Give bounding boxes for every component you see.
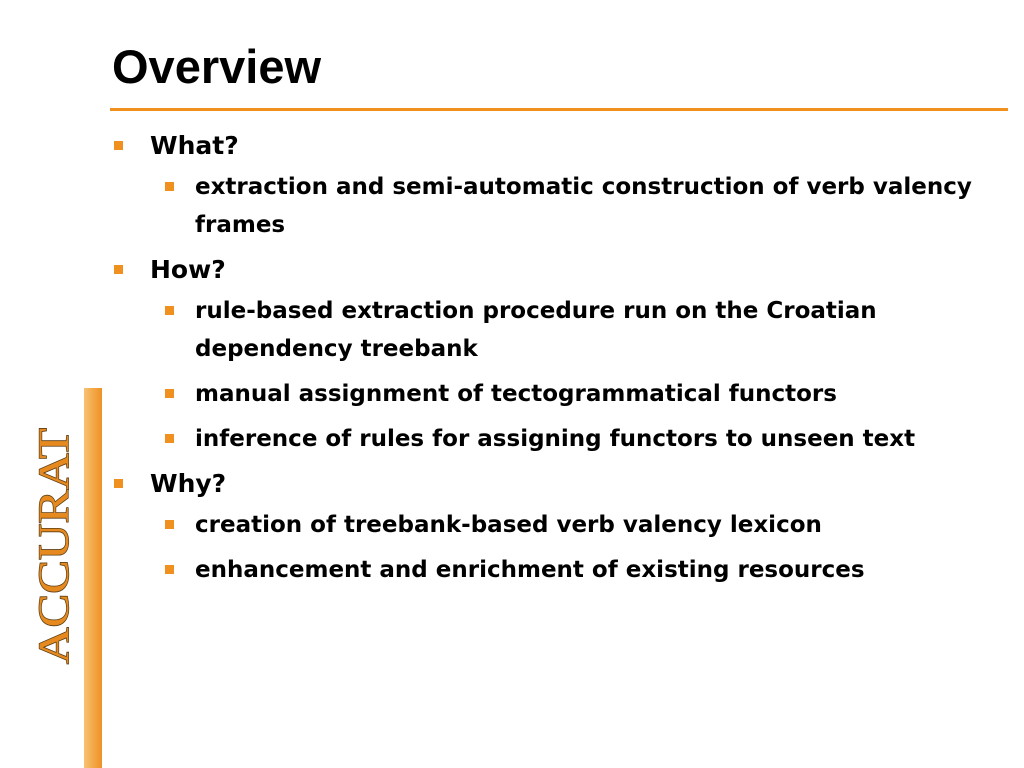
square-bullet-icon (114, 265, 123, 274)
section-heading: How? (150, 255, 226, 284)
square-bullet-icon (165, 389, 174, 398)
title-divider (110, 108, 1008, 111)
accurat-logo (6, 408, 86, 670)
sidebar-accent-bar (84, 388, 102, 768)
list-item-text: inference of rules for assigning functors to unseen text (195, 426, 916, 452)
list-item (112, 420, 992, 458)
square-bullet-icon (165, 520, 174, 529)
square-bullet-icon (165, 565, 174, 574)
list-item-text: manual assignment of tectogrammatical functors (195, 381, 837, 407)
list-item (112, 551, 992, 589)
slide-title: Overview (112, 40, 322, 93)
list-item (112, 375, 992, 413)
list-item-text: rule-based extraction procedure run on the Croatian dependency treebank (195, 298, 877, 362)
section-heading: Why? (150, 469, 227, 498)
square-bullet-icon (165, 434, 174, 443)
list-item-text: creation of treebank-based verb valency lexicon (195, 512, 822, 538)
list-item (112, 506, 992, 544)
list-item (112, 168, 992, 244)
section-why (112, 465, 992, 503)
bullet-list (112, 127, 992, 596)
square-bullet-icon (114, 141, 123, 150)
section-how (112, 251, 992, 289)
square-bullet-icon (165, 306, 174, 315)
list-item-text: extraction and semi-automatic construction of verb valency frames (195, 174, 972, 238)
list-item-text: enhancement and enrichment of existing resources (195, 557, 865, 583)
section-what (112, 127, 992, 165)
accurat-logo-text: ACCURAT (31, 463, 78, 664)
square-bullet-icon (165, 182, 174, 191)
square-bullet-icon (114, 479, 123, 488)
section-heading: What? (150, 131, 239, 160)
list-item (112, 292, 992, 368)
